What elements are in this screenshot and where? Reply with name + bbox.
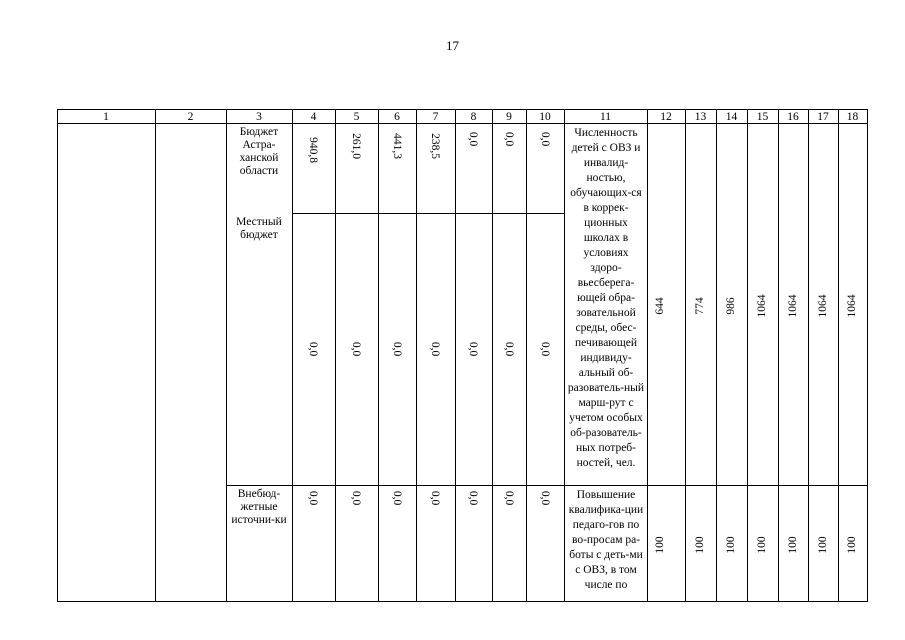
indicator-description-students: Численность детей с ОВЗ и инвалид-ностью, обучающих-ся в коррек-ционных школах в условиях здоро-вьесберега-ющей обра-зовательной среды, обес-печивающей индивиду-альный об-разователь-ный марш-рут с учетом особых об-разователь-ных потреб-ностей, чел. — [567, 127, 645, 469]
column-header: 7 — [432, 111, 439, 123]
column-header: 18 — [846, 111, 859, 123]
column-header: 15 — [756, 111, 769, 123]
funding-source-local: Местный бюджет — [236, 216, 282, 241]
column-header: 6 — [394, 111, 400, 123]
funding-source-extrabudgetary: Внебюд-жетные источни-ки — [231, 488, 287, 526]
column-header: 9 — [506, 111, 512, 123]
column-header: 1 — [103, 111, 109, 123]
column-header: 8 — [470, 111, 477, 123]
column-header: 16 — [787, 111, 799, 123]
column-header: 2 — [187, 111, 194, 123]
column-header: 10 — [539, 111, 551, 123]
column-header: 4 — [310, 111, 317, 123]
column-header: 13 — [694, 111, 707, 123]
column-header: 11 — [599, 111, 612, 123]
page-number: 17 — [446, 38, 459, 53]
column-header: 5 — [353, 111, 360, 123]
indicator-description-training: Повышение квалифика-ции педаго-гов по во-просам ра-боты с деть-ми с ОВЗ, в том числе по — [568, 489, 644, 591]
column-header: 14 — [725, 111, 738, 123]
column-header: 3 — [256, 111, 262, 123]
funding-source-regional: Бюджет Астра-ханской области — [239, 126, 279, 177]
column-header: 17 — [817, 111, 829, 123]
column-header: 12 — [660, 111, 672, 123]
